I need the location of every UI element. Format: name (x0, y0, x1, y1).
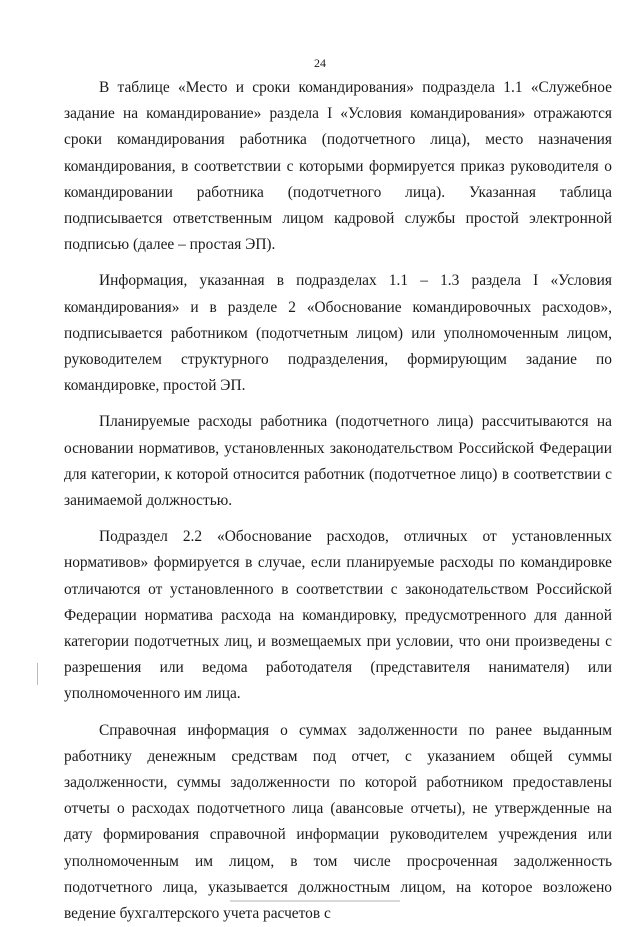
document-body (64, 75, 612, 927)
scan-artifact-bottom (230, 900, 400, 902)
paragraph-2: Информация, указанная в подразделах 1.1 – 1.3 раздела I «Условия командирования» и в разделе 2 «Обоснование командировочных расходов», подписывается работником (подотчетным лицом) или уполномоченным лицом, руководителем структурного подразделения, формирующим задание по командировке, простой ЭП. (64, 272, 612, 395)
paragraph-1: В таблице «Место и сроки командирования» подраздела 1.1 «Служебное задание на командирование» раздела I «Условия командирования» отражаются сроки командирования работника (подотчетного лица), место назначения командирования, в соответствии с которыми формируется приказ руководителя о командировании работника (подотчетного лица). Указанная таблица подписывается ответственным лицом кадровой службы простой электронной подписью (далее – простая ЭП). (64, 79, 612, 254)
paragraph-4: Подраздел 2.2 «Обоснование расходов, отличных от установленных нормативов» формируется в случае, если планируемые расходы по командировке отличаются от установленного в соответствии с законодательством Российской Федерации норматива расхода на командировку, предусмотренного для данной категории подотчетных лиц, и возмещаемых при условии, что они произведены с разрешения или ведома работодателя (представителя нанимателя) или уполномоченного им лица. (64, 528, 612, 703)
page-number: 24 (314, 56, 326, 70)
paragraph-3: Планируемые расходы работника (подотчетного лица) рассчитываются на основании нормативов, установленных законодательством Российской Федерации для категории, к которой относится работник (подотчетное лицо) в соответствии с занимаемой должностью. (64, 413, 612, 510)
paragraph-5: Справочная информация о суммах задолженности по ранее выданным работнику денежным средствам под отчет, с указанием общей суммы задолженности, суммы задолженности по которой работником предоставлены отчеты о расходах подотчетного лица (авансовые отчеты), не утвержденные на дату формирования справочной информации руководителем учреждения или уполномоченным им лицом, в том числе просроченная задолженность подотчетного лица, указывается должностным лицом, на которое возложено ведение бухгалтерского учета расчетов с (64, 721, 612, 923)
scan-artifact-left (37, 663, 38, 685)
